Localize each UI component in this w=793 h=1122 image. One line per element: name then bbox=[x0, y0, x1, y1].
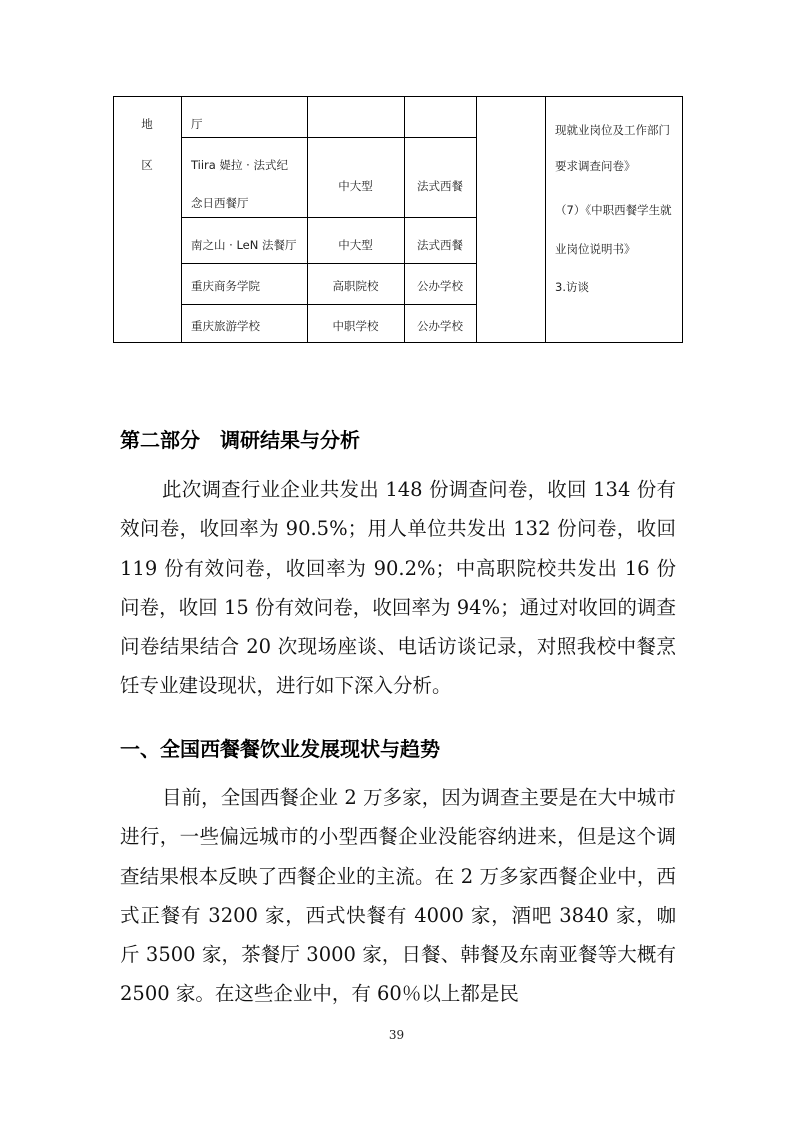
table-border-left bbox=[113, 96, 114, 343]
subsection-title: 一、全国西餐餐饮业发展现状与趋势 bbox=[120, 737, 440, 761]
method-line: 业岗位说明书》 bbox=[555, 242, 636, 256]
region-char: 区 bbox=[141, 158, 153, 172]
table-cell-scale: 高职院校 bbox=[332, 279, 379, 293]
table-cell-scale: 中大型 bbox=[338, 238, 373, 252]
page-number: 39 bbox=[388, 1028, 405, 1042]
table-cell-name: 重庆商务学院 bbox=[191, 279, 260, 293]
table-cell-name: 厅 bbox=[191, 117, 203, 131]
method-line: （7）《中职西餐学生就 bbox=[555, 203, 672, 217]
method-line: 要求调查问卷》 bbox=[555, 159, 636, 173]
paragraph-industry-status: 目前，全国西餐企业 2 万多家，因为调查主要是在大中城市进行，一些偏远城市的小型西餐企业没能容纳进来，但是这个调查结果根本反映了西餐企业的主流。在 2 万多家西餐企业中，西式正餐有 3200 家，西式快餐有 4000 家，酒吧 3840 家，咖斤 3500 家，茶餐厅 3000 家，日餐、韩餐及东南亚餐等大概有 2500 家。在这些企业中，有 60％以上都是民 bbox=[120, 786, 676, 1006]
table-cell-type: 法式西餐 bbox=[417, 179, 463, 193]
table-row-line bbox=[181, 304, 477, 305]
section-title: 第二部分 调研结果与分析 bbox=[120, 428, 360, 452]
table-cell-type: 公办学校 bbox=[417, 279, 463, 293]
table-cell-type: 法式西餐 bbox=[417, 238, 463, 252]
region-char: 地 bbox=[141, 117, 153, 131]
table-cell-name: Tiira 媞拉 · 法式纪 bbox=[191, 158, 288, 172]
table-border-top bbox=[113, 96, 683, 97]
paragraph-survey-results: 此次调查行业企业共发出 148 份调查问卷，收回 134 份有效问卷，收回率为 90.5%；用人单位共发出 132 份问卷，收回 119 份有效问卷，收回率为 90.2%；中高职院校共发出 16 份问卷，收回 15 份有效问卷，收回率为 94%；通过对收回的调查问卷结果结合 20 次现场座谈、电话访谈记录，对照我校中餐烹饪专业建设现状，进行如下深入分析。 bbox=[120, 478, 676, 698]
table-cell-type: 公办学校 bbox=[417, 319, 463, 333]
table-col-line bbox=[181, 96, 182, 343]
table-row-line bbox=[181, 137, 477, 138]
table-border-right bbox=[682, 96, 683, 343]
table-col-line bbox=[404, 96, 405, 343]
table-cell-name: 念日西餐厅 bbox=[191, 196, 249, 210]
table-row-line bbox=[181, 263, 477, 264]
table-cell-name: 重庆旅游学校 bbox=[191, 319, 260, 333]
method-line: 3.访谈 bbox=[555, 280, 589, 294]
survey-table bbox=[113, 96, 683, 343]
table-row-line bbox=[181, 217, 477, 218]
table-border-bottom bbox=[113, 342, 683, 343]
table-cell-scale: 中大型 bbox=[338, 179, 373, 193]
table-col-line bbox=[476, 96, 477, 343]
method-line: 现就业岗位及工作部门 bbox=[555, 123, 670, 137]
table-cell-scale: 中职学校 bbox=[332, 319, 379, 333]
table-cell-name: 南之山 · LeN 法餐厅 bbox=[191, 238, 297, 252]
table-col-line bbox=[545, 96, 546, 343]
table-col-line bbox=[307, 96, 308, 343]
